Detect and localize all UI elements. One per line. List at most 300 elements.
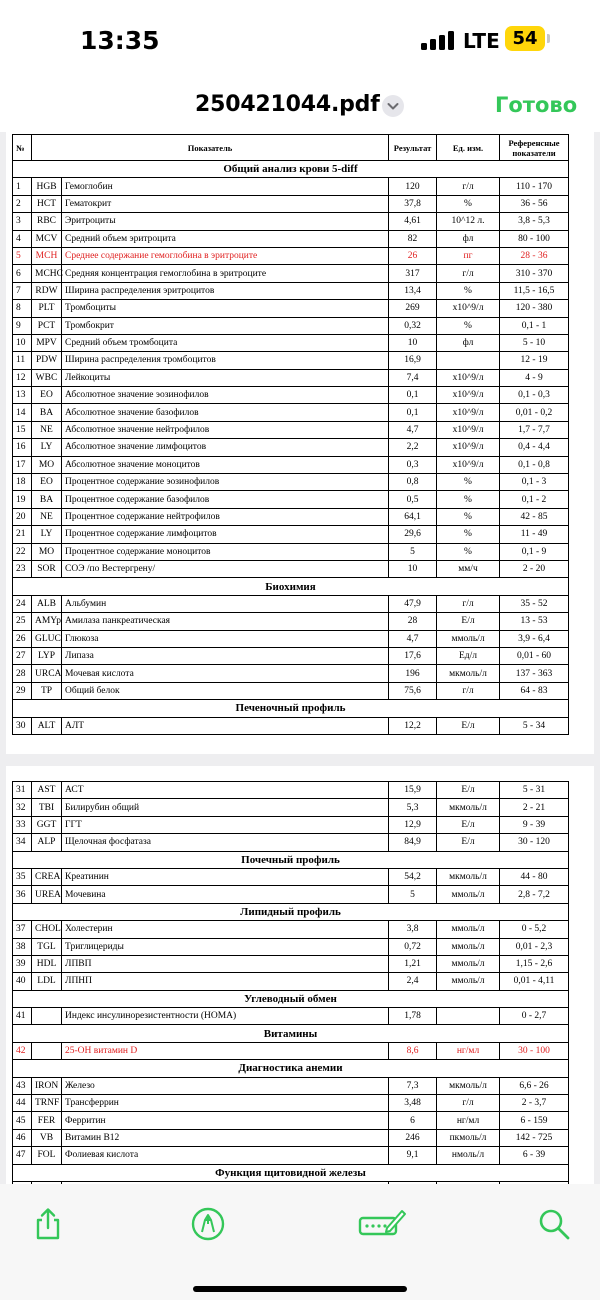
cell-result: 28 — [389, 613, 437, 630]
table-body-page-2 — [13, 782, 569, 1199]
cell-code: MCV — [32, 230, 62, 247]
cell-unit: x10^9/л — [437, 404, 500, 421]
cell-reference: 0,1 - 2 — [500, 491, 569, 508]
cell-parameter: Процентное содержание базофилов — [62, 491, 389, 508]
cell-unit: Е/л — [437, 816, 500, 833]
cell-parameter: Абсолютное значение моноцитов — [62, 456, 389, 473]
cell-unit: г/л — [437, 1095, 500, 1112]
cell-number: 45 — [13, 1112, 32, 1129]
cell-reference: 0,01 - 4,11 — [500, 973, 569, 990]
cell-reference: 6,6 - 26 — [500, 1077, 569, 1094]
cell-parameter: Индекс инсулинорезистентности (HOMA) — [62, 1008, 389, 1025]
document-title[interactable]: 250421044.pdf — [195, 92, 380, 117]
markup-pen-icon[interactable] — [190, 1206, 226, 1242]
table-row — [13, 543, 569, 560]
cell-code: GGT — [32, 816, 62, 833]
cell-reference: 0,01 - 60 — [500, 647, 569, 664]
cell-parameter: Липаза — [62, 647, 389, 664]
cell-unit: Е/л — [437, 613, 500, 630]
cell-unit: Ед/л — [437, 647, 500, 664]
section-title: Функция щитовидной железы — [13, 1164, 569, 1181]
cell-result: 10 — [389, 334, 437, 351]
fill-sign-icon[interactable] — [358, 1206, 406, 1242]
cell-parameter: Гематокрит — [62, 195, 389, 212]
cell-code: SOR — [32, 560, 62, 577]
cell-code: NE — [32, 508, 62, 525]
table-row — [13, 352, 569, 369]
cell-result: 3,8 — [389, 921, 437, 938]
cell-reference: 42 - 85 — [500, 508, 569, 525]
cell-result: 75,6 — [389, 682, 437, 699]
cell-number: 43 — [13, 1077, 32, 1094]
cell-parameter: ГГТ — [62, 816, 389, 833]
cell-parameter: Процентное содержание лимфоцитов — [62, 526, 389, 543]
cell-number: 24 — [13, 595, 32, 612]
cell-result: 5 — [389, 886, 437, 903]
cell-reference: 0,1 - 9 — [500, 543, 569, 560]
cell-code: HDL — [32, 955, 62, 972]
cell-code: FOL — [32, 1147, 62, 1164]
table-row — [13, 1008, 569, 1025]
cell-code: AMYp — [32, 613, 62, 630]
table-row — [13, 439, 569, 456]
cell-result: 16,9 — [389, 352, 437, 369]
section-title: Биохимия — [13, 578, 569, 595]
cell-result: 26 — [389, 247, 437, 264]
cell-reference: 4 - 9 — [500, 369, 569, 386]
cell-unit: фл — [437, 334, 500, 351]
cell-reference: 0,4 - 4,4 — [500, 439, 569, 456]
cell-parameter: Мочевина — [62, 886, 389, 903]
cell-reference: 2 - 20 — [500, 560, 569, 577]
cell-code: AST — [32, 782, 62, 799]
cell-unit: ммоль/л — [437, 630, 500, 647]
cell-number: 8 — [13, 300, 32, 317]
table-row — [13, 317, 569, 334]
table-row — [13, 369, 569, 386]
cell-number: 30 — [13, 717, 32, 734]
cell-number: 4 — [13, 230, 32, 247]
cell-code: GLUC — [32, 630, 62, 647]
cell-code: NE — [32, 421, 62, 438]
cell-number: 20 — [13, 508, 32, 525]
cell-reference: 6 - 39 — [500, 1147, 569, 1164]
home-indicator — [193, 1286, 407, 1292]
cell-unit: Е/л — [437, 834, 500, 851]
cell-number: 44 — [13, 1095, 32, 1112]
search-icon[interactable] — [536, 1206, 572, 1242]
cell-code: HGB — [32, 178, 62, 195]
cell-code: RBC — [32, 213, 62, 230]
cell-unit: г/л — [437, 265, 500, 282]
section-title: Почечный профиль — [13, 851, 569, 868]
cell-parameter: Процентное содержание эозинофилов — [62, 474, 389, 491]
table-row — [13, 178, 569, 195]
cell-parameter: Альбумин — [62, 595, 389, 612]
cell-unit: x10^9/л — [437, 369, 500, 386]
cell-number: 13 — [13, 387, 32, 404]
table-row — [13, 526, 569, 543]
cell-parameter: Холестерин — [62, 921, 389, 938]
cell-number: 5 — [13, 247, 32, 264]
pdf-page-1 — [6, 132, 594, 754]
table-row — [13, 816, 569, 833]
section-title: Витамины — [13, 1025, 569, 1042]
cell-unit: мкмоль/л — [437, 868, 500, 885]
cell-unit: фл — [437, 230, 500, 247]
cell-result: 6 — [389, 1112, 437, 1129]
cell-reference: 142 - 725 — [500, 1129, 569, 1146]
table-row — [13, 334, 569, 351]
section-title: Диагностика анемии — [13, 1060, 569, 1077]
cellular-signal-icon — [421, 30, 455, 50]
cell-reference: 0,01 - 0,2 — [500, 404, 569, 421]
cell-parameter: Среднее содержание гемоглобина в эритроците — [62, 247, 389, 264]
cell-unit: пкмоль/л — [437, 1129, 500, 1146]
cell-unit: ммоль/л — [437, 955, 500, 972]
cell-code: TRNF — [32, 1095, 62, 1112]
cell-unit: пг — [437, 247, 500, 264]
cell-number: 1 — [13, 178, 32, 195]
table-row — [13, 717, 569, 734]
cell-number: 36 — [13, 886, 32, 903]
cell-reference: 1,15 - 2,6 — [500, 955, 569, 972]
cell-number: 27 — [13, 647, 32, 664]
cell-unit: нг/мл — [437, 1042, 500, 1059]
header-param: Показатель — [32, 135, 389, 161]
share-icon[interactable] — [30, 1206, 66, 1242]
cell-parameter: Билирубин общий — [62, 799, 389, 816]
cell-code: PDW — [32, 352, 62, 369]
table-row — [13, 1112, 569, 1129]
cell-reference: 9 - 39 — [500, 816, 569, 833]
cell-result: 4,61 — [389, 213, 437, 230]
cell-unit: г/л — [437, 682, 500, 699]
cell-result: 5,3 — [389, 799, 437, 816]
cell-number: 19 — [13, 491, 32, 508]
cell-parameter: Общий белок — [62, 682, 389, 699]
cell-reference: 80 - 100 — [500, 230, 569, 247]
cell-code: LY — [32, 526, 62, 543]
cell-result: 120 — [389, 178, 437, 195]
cell-number: 3 — [13, 213, 32, 230]
cell-number: 12 — [13, 369, 32, 386]
cell-result: 84,9 — [389, 834, 437, 851]
cell-result: 269 — [389, 300, 437, 317]
table-row — [13, 1147, 569, 1164]
table-row — [13, 647, 569, 664]
cell-code: ALT — [32, 717, 62, 734]
battery-icon: 54 — [505, 26, 545, 51]
cell-parameter: Мочевая кислота — [62, 665, 389, 682]
section-header-row — [13, 990, 569, 1007]
cell-parameter: Триглицериды — [62, 938, 389, 955]
cell-unit: мкмоль/л — [437, 799, 500, 816]
cell-result: 37,8 — [389, 195, 437, 212]
cell-result: 17,6 — [389, 647, 437, 664]
cell-number: 9 — [13, 317, 32, 334]
cell-code: EO — [32, 474, 62, 491]
cell-parameter: Процентное содержание моноцитов — [62, 543, 389, 560]
cell-reference: 0,1 - 3 — [500, 474, 569, 491]
cell-code: LY — [32, 439, 62, 456]
cell-result: 29,6 — [389, 526, 437, 543]
cell-reference: 3,9 - 6,4 — [500, 630, 569, 647]
cell-unit: ммоль/л — [437, 886, 500, 903]
cell-code: TGL — [32, 938, 62, 955]
cell-reference: 1,7 - 7,7 — [500, 421, 569, 438]
cell-parameter: Железо — [62, 1077, 389, 1094]
cell-parameter: АЛТ — [62, 717, 389, 734]
cell-result: 64,1 — [389, 508, 437, 525]
cell-unit — [437, 352, 500, 369]
cell-unit — [437, 1008, 500, 1025]
cell-code: LDL — [32, 973, 62, 990]
network-type: LTE — [463, 29, 500, 53]
cell-unit: г/л — [437, 595, 500, 612]
cell-reference: 12 - 19 — [500, 352, 569, 369]
table-row — [13, 560, 569, 577]
table-row — [13, 595, 569, 612]
table-row — [13, 613, 569, 630]
results-table-page-1 — [12, 134, 569, 735]
cell-parameter: Абсолютное значение лимфоцитов — [62, 439, 389, 456]
cell-parameter: Витамин В12 — [62, 1129, 389, 1146]
table-row — [13, 300, 569, 317]
cell-code: RDW — [32, 282, 62, 299]
cell-parameter: Лейкоциты — [62, 369, 389, 386]
cell-parameter: Средний объем тромбоцита — [62, 334, 389, 351]
cell-result: 15,9 — [389, 782, 437, 799]
cell-result: 12,2 — [389, 717, 437, 734]
cell-unit: % — [437, 526, 500, 543]
table-row — [13, 230, 569, 247]
cell-result: 5 — [389, 543, 437, 560]
cell-result: 0,1 — [389, 387, 437, 404]
cell-unit: Е/л — [437, 717, 500, 734]
section-header-row — [13, 903, 569, 920]
cell-result: 82 — [389, 230, 437, 247]
cell-number: 35 — [13, 868, 32, 885]
cell-number: 7 — [13, 282, 32, 299]
cell-number: 42 — [13, 1042, 32, 1059]
cell-reference: 35 - 52 — [500, 595, 569, 612]
cell-reference: 0,1 - 0,3 — [500, 387, 569, 404]
cell-unit: мм/ч — [437, 560, 500, 577]
table-row — [13, 630, 569, 647]
cell-code: HCT — [32, 195, 62, 212]
cell-result: 4,7 — [389, 421, 437, 438]
cell-code: ALP — [32, 834, 62, 851]
cell-unit: x10^9/л — [437, 421, 500, 438]
cell-unit: % — [437, 491, 500, 508]
cell-number: 32 — [13, 799, 32, 816]
cell-code: UREA — [32, 886, 62, 903]
cell-unit: x10^9/л — [437, 387, 500, 404]
cell-reference: 110 - 170 — [500, 178, 569, 195]
cell-reference: 11,5 - 16,5 — [500, 282, 569, 299]
cell-number: 47 — [13, 1147, 32, 1164]
table-row — [13, 491, 569, 508]
cell-parameter: Абсолютное значение эозинофилов — [62, 387, 389, 404]
header-result: Результат — [389, 135, 437, 161]
cell-parameter: Ширина распределения эритроцитов — [62, 282, 389, 299]
table-row — [13, 213, 569, 230]
table-row-out-of-range — [13, 247, 569, 264]
cell-number: 21 — [13, 526, 32, 543]
cell-parameter: СОЭ /по Вестергрену/ — [62, 560, 389, 577]
status-bar — [0, 0, 600, 82]
cell-reference: 2 - 3,7 — [500, 1095, 569, 1112]
cell-result: 3,48 — [389, 1095, 437, 1112]
cell-result: 0,8 — [389, 474, 437, 491]
cell-number: 26 — [13, 630, 32, 647]
table-row — [13, 265, 569, 282]
cell-number: 22 — [13, 543, 32, 560]
section-title: Липидный профиль — [13, 903, 569, 920]
cell-unit: % — [437, 195, 500, 212]
cell-code: MCHC — [32, 265, 62, 282]
table-row — [13, 474, 569, 491]
cell-result: 2,2 — [389, 439, 437, 456]
section-header-row — [13, 1025, 569, 1042]
cell-number: 11 — [13, 352, 32, 369]
table-row — [13, 387, 569, 404]
cell-result: 317 — [389, 265, 437, 282]
done-button[interactable]: Готово — [495, 93, 578, 117]
cell-reference: 44 - 80 — [500, 868, 569, 885]
cell-number: 46 — [13, 1129, 32, 1146]
bottom-toolbar — [0, 1184, 600, 1300]
cell-number: 41 — [13, 1008, 32, 1025]
cell-reference: 137 - 363 — [500, 665, 569, 682]
cell-unit: г/л — [437, 178, 500, 195]
cell-code: EO — [32, 387, 62, 404]
table-body-page-1 — [13, 161, 569, 735]
cell-code: IRON — [32, 1077, 62, 1094]
cell-reference: 6 - 159 — [500, 1112, 569, 1129]
cell-result: 1,21 — [389, 955, 437, 972]
cell-number: 14 — [13, 404, 32, 421]
cell-result: 4,7 — [389, 630, 437, 647]
section-header-row — [13, 578, 569, 595]
cell-parameter: Ферритин — [62, 1112, 389, 1129]
cell-reference: 11 - 49 — [500, 526, 569, 543]
table-row — [13, 799, 569, 816]
cell-number: 29 — [13, 682, 32, 699]
cell-parameter: Ширина распределения тромбоцитов — [62, 352, 389, 369]
pdf-viewer[interactable] — [0, 132, 600, 1184]
cell-reference: 310 - 370 — [500, 265, 569, 282]
table-row — [13, 682, 569, 699]
cell-code — [32, 1042, 62, 1059]
cell-result: 8,6 — [389, 1042, 437, 1059]
cell-unit: x10^9/л — [437, 300, 500, 317]
cell-parameter: Эритроциты — [62, 213, 389, 230]
cell-unit: ммоль/л — [437, 921, 500, 938]
cell-number: 2 — [13, 195, 32, 212]
cell-code: CREA — [32, 868, 62, 885]
cell-result: 196 — [389, 665, 437, 682]
cell-parameter: Средняя концентрация гемоглобина в эритроците — [62, 265, 389, 282]
section-title: Общий анализ крови 5-diff — [13, 161, 569, 178]
cell-parameter: Трансферрин — [62, 1095, 389, 1112]
cell-result: 246 — [389, 1129, 437, 1146]
cell-number: 6 — [13, 265, 32, 282]
cell-code: MPV — [32, 334, 62, 351]
cell-code: MCH — [32, 247, 62, 264]
cell-result: 47,9 — [389, 595, 437, 612]
cell-result: 1,78 — [389, 1008, 437, 1025]
table-row — [13, 973, 569, 990]
cell-parameter: ЛПНП — [62, 973, 389, 990]
results-table-page-2 — [12, 781, 569, 1199]
cell-number: 38 — [13, 938, 32, 955]
cell-reference: 2 - 21 — [500, 799, 569, 816]
cell-code: PLT — [32, 300, 62, 317]
cell-code: FER — [32, 1112, 62, 1129]
cell-parameter: Гемоглобин — [62, 178, 389, 195]
cell-number: 33 — [13, 816, 32, 833]
cell-parameter: Средний объем эритроцита — [62, 230, 389, 247]
cell-number: 34 — [13, 834, 32, 851]
header-unit: Ед. изм. — [437, 135, 500, 161]
cell-parameter: Тромбокрит — [62, 317, 389, 334]
cell-code: BA — [32, 404, 62, 421]
cell-parameter: Глюкоза — [62, 630, 389, 647]
cell-number: 25 — [13, 613, 32, 630]
cell-unit: % — [437, 317, 500, 334]
cell-reference: 0 - 2,7 — [500, 1008, 569, 1025]
cell-number: 16 — [13, 439, 32, 456]
cell-unit: мкмоль/л — [437, 1077, 500, 1094]
cell-reference: 0,1 - 1 — [500, 317, 569, 334]
table-row — [13, 1077, 569, 1094]
cell-reference: 13 - 53 — [500, 613, 569, 630]
table-row — [13, 782, 569, 799]
pdf-page-2 — [6, 766, 594, 1196]
status-time: 13:35 — [80, 26, 160, 55]
cell-number: 17 — [13, 456, 32, 473]
table-row — [13, 921, 569, 938]
section-header-row — [13, 700, 569, 717]
chevron-down-icon[interactable] — [382, 95, 404, 117]
cell-code: MO — [32, 543, 62, 560]
cell-result: 0,32 — [389, 317, 437, 334]
cell-parameter: Абсолютное значение нейтрофилов — [62, 421, 389, 438]
cell-parameter: Креатинин — [62, 868, 389, 885]
cell-parameter: Процентное содержание нейтрофилов — [62, 508, 389, 525]
cell-result: 9,1 — [389, 1147, 437, 1164]
cell-reference: 5 - 34 — [500, 717, 569, 734]
cell-number: 15 — [13, 421, 32, 438]
cell-code: PCT — [32, 317, 62, 334]
table-row — [13, 404, 569, 421]
cell-code: MO — [32, 456, 62, 473]
cell-reference: 5 - 31 — [500, 782, 569, 799]
cell-reference: 0,01 - 2,3 — [500, 938, 569, 955]
table-row — [13, 508, 569, 525]
table-row — [13, 665, 569, 682]
cell-unit: x10^9/л — [437, 456, 500, 473]
table-row — [13, 868, 569, 885]
table-row — [13, 834, 569, 851]
cell-code: VB — [32, 1129, 62, 1146]
cell-unit: ммоль/л — [437, 938, 500, 955]
cell-result: 54,2 — [389, 868, 437, 885]
cell-reference: 36 - 56 — [500, 195, 569, 212]
cell-parameter: АСТ — [62, 782, 389, 799]
